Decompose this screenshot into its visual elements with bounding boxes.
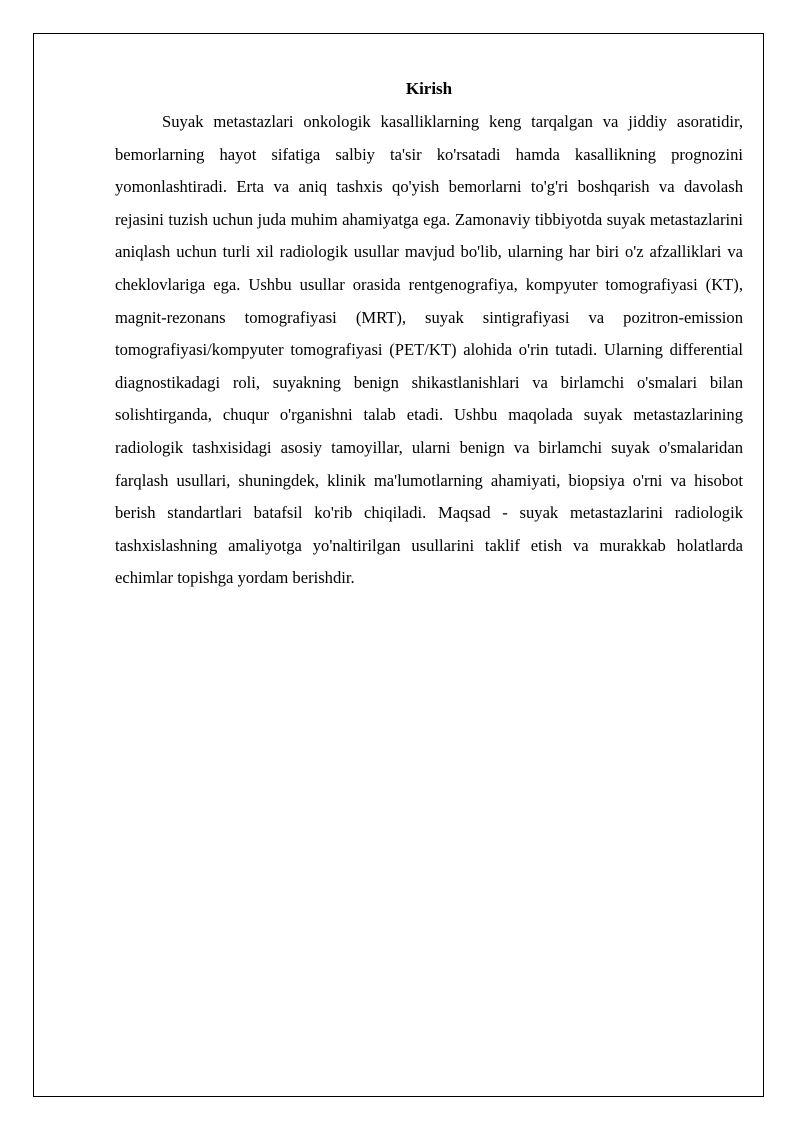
document-body xyxy=(115,74,743,595)
introduction-paragraph: Suyak metastazlari onkologik kasalliklarning keng tarqalgan va jiddiy asoratidir, bemorlarning hayot sifatiga salbiy ta'sir ko'rsatadi hamda kasallikning prognozini yomonlashtiradi. Erta va aniq tashxis qo'yish bemorlarni to'g'ri boshqarish va davolash rejasini tuzish uchun juda muhim ahamiyatga ega. Zamonaviy tibbiyotda suyak metastazlarini aniqlash uchun turli xil radiologik usullar mavjud bo'lib, ularning har biri o'z afzalliklari va cheklovlariga ega. Ushbu usullar orasida rentgenografiya, kompyuter tomografiyasi (KT), magnit-rezonans tomografiyasi (MRT), suyak sintigrafiyasi va pozitron-emission tomografiyasi/kompyuter tomografiyasi (PET/KT) alohida o'rin tutadi. Ularning differential diagnostikadagi roli, suyakning benign shikastlanishlari va birlamchi o'smalari bilan solishtirganda, chuqur o'rganishni talab etadi. Ushbu maqolada suyak metastazlarining radiologik tashxisidagi asosiy tamoyillar, ularni benign va birlamchi suyak o'smalaridan farqlash usullari, shuningdek, klinik ma'lumotlarning ahamiyati, biopsiya o'rni va hisobot berish standartlari batafsil ko'rib chiqiladi. Maqsad - suyak metastazlarini radiologik tashxislashning amaliyotga yo'naltirilgan usullarini taklif etish va murakkab holatlarda echimlar topishga yordam berishdir. xyxy=(115,112,743,588)
section-heading: Kirish xyxy=(405,79,453,98)
